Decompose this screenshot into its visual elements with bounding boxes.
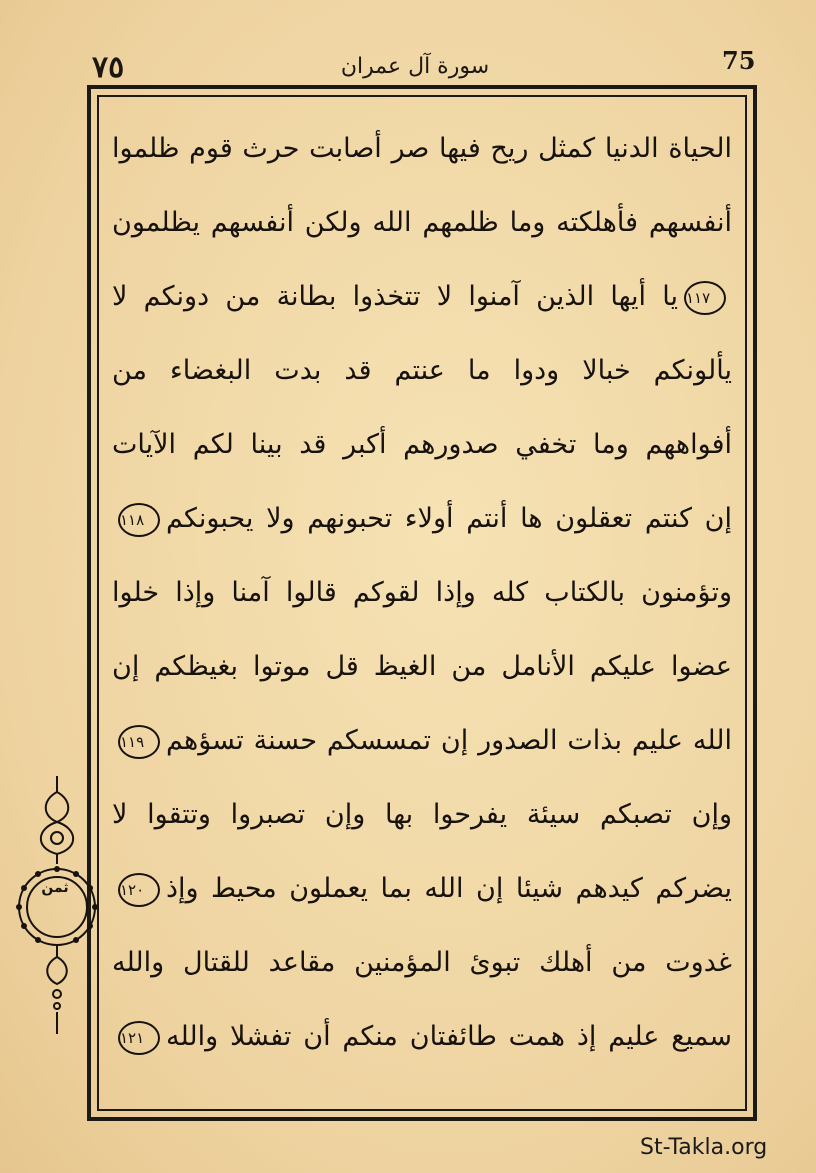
line-text: أفواههم وما تخفي صدورهم أكبر قد بينا لكم الآيات xyxy=(112,429,732,460)
line-text: يألونكم خبالا ودوا ما عنتم قد بدت البغضاء من xyxy=(112,355,732,386)
text-line xyxy=(112,112,732,186)
text-line xyxy=(112,778,732,852)
text-line xyxy=(112,926,732,1000)
page-number-latin: 75 xyxy=(722,46,756,75)
line-text: الحياة الدنيا كمثل ريح فيها صر أصابت حرث قوم ظلموا xyxy=(112,133,732,164)
line-text: الله عليم بذات الصدور إن تمسسكم حسنة تسؤهم xyxy=(166,725,732,756)
line-text: سميع عليم إذ همت طائفتان منكم أن تفشلا والله xyxy=(166,1021,732,1052)
line-text: وإن تصبكم سيئة يفرحوا بها وإن تصبروا وتتقوا لا xyxy=(112,799,732,830)
surah-title: سورة آل عمران xyxy=(340,54,490,79)
floral-medallion-icon xyxy=(12,772,102,1042)
line-text: أنفسهم فأهلكته وما ظلمهم الله ولكن أنفسهم يظلمون xyxy=(112,207,732,238)
watermark: St-Takla.org xyxy=(640,1135,768,1160)
quran-text-block xyxy=(112,112,732,1084)
text-line xyxy=(112,334,732,408)
line-text: إن كنتم تعقلون ها أنتم أولاء تحبونهم ولا يحبونكم xyxy=(166,503,732,534)
text-line xyxy=(112,186,732,260)
text-line xyxy=(112,408,732,482)
verse-number-marker: ١١٨ xyxy=(118,503,160,537)
line-text: عضوا عليكم الأنامل من الغيظ قل موتوا بغيظكم إن xyxy=(112,651,732,682)
verse-number-marker: ١٢٠ xyxy=(118,873,160,907)
line-text: وتؤمنون بالكتاب كله وإذا لقوكم قالوا آمنا وإذا خلوا xyxy=(112,577,732,608)
verse-number-marker: ١١٩ xyxy=(118,725,160,759)
text-line xyxy=(112,704,732,778)
text-line xyxy=(112,630,732,704)
text-line xyxy=(112,482,732,556)
text-line xyxy=(112,1000,732,1074)
verse-number-marker: ١١٧ xyxy=(684,281,726,315)
line-text: غدوت من أهلك تبوئ المؤمنين مقاعد للقتال والله xyxy=(112,947,732,978)
page-number-arabic: ٧٥ xyxy=(92,50,125,85)
verse-number-marker: ١٢١ xyxy=(118,1021,160,1055)
hizb-label: ثمن xyxy=(41,880,69,896)
text-line xyxy=(112,852,732,926)
text-line xyxy=(112,556,732,630)
text-line xyxy=(112,260,732,334)
line-text: يا أيها الذين آمنوا لا تتخذوا بطانة من دونكم لا xyxy=(112,281,678,312)
line-text: يضركم كيدهم شيئا إن الله بما يعملون محيط وإذ xyxy=(166,873,732,904)
